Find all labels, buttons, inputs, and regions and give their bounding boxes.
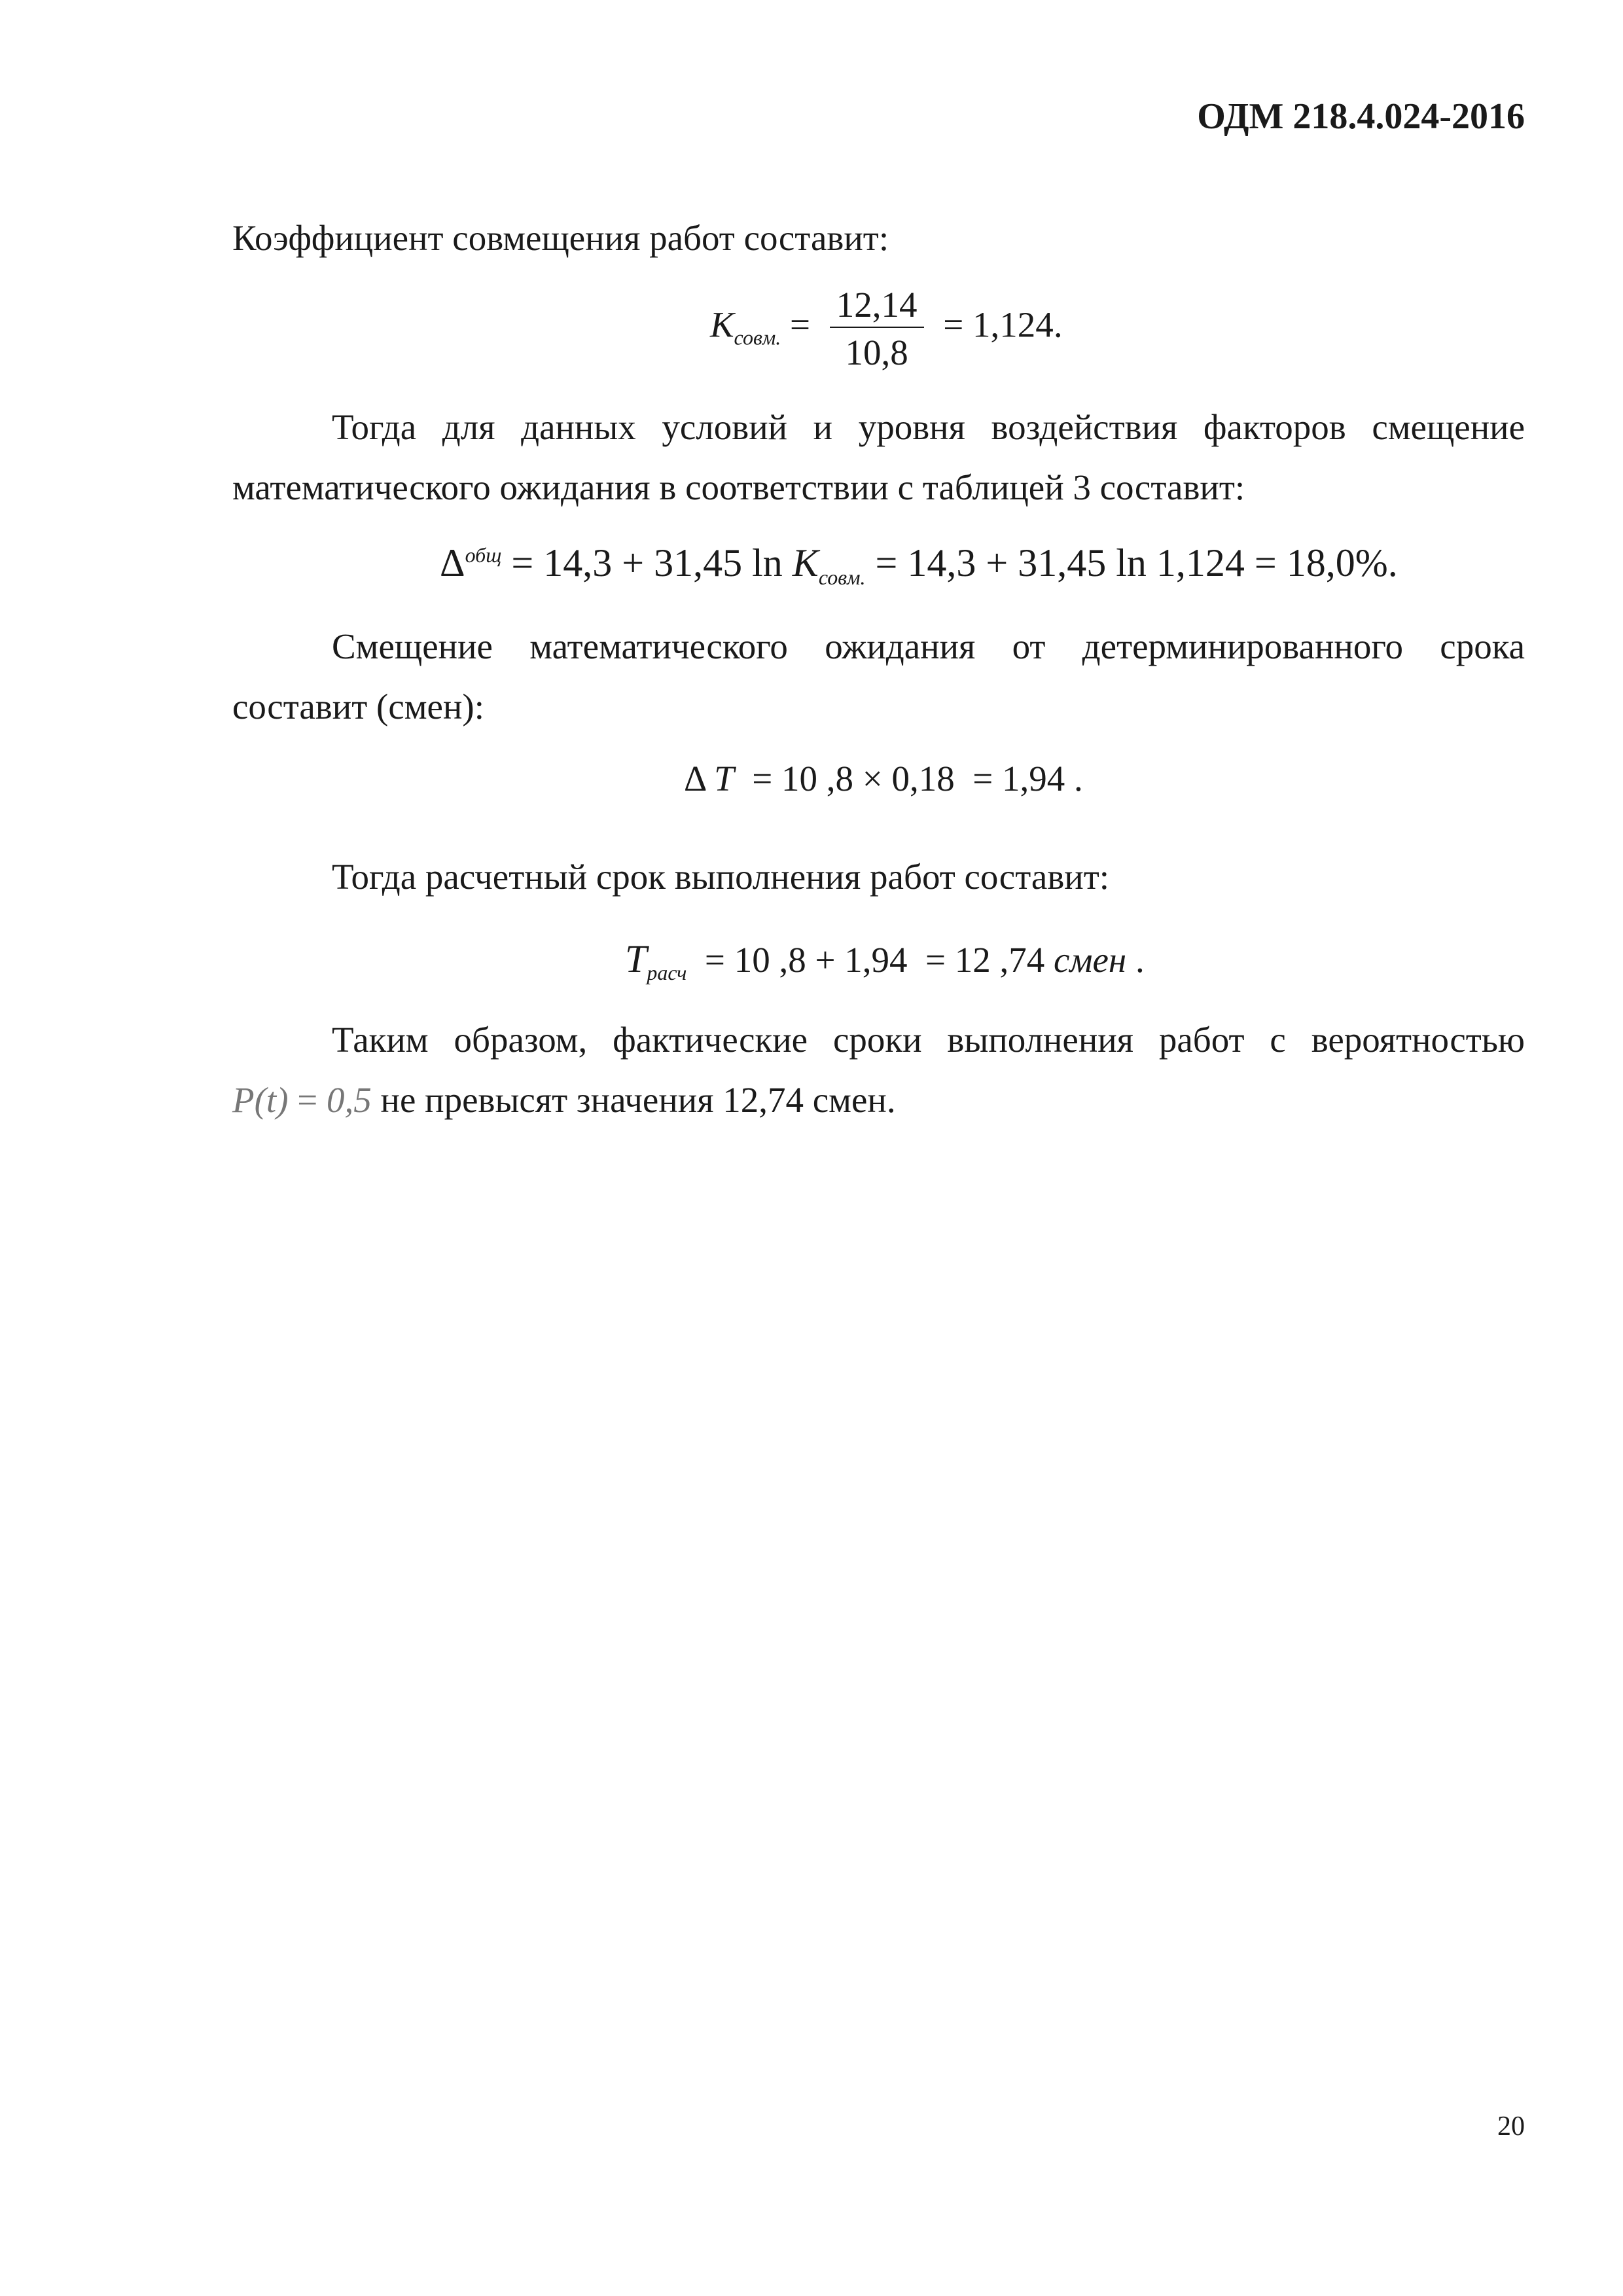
paragraph-conclusion bbox=[232, 1010, 1525, 1130]
formula-unit: смен bbox=[1053, 940, 1127, 980]
formula-part-b: = 14,3 + 31,45 ln 1,124 = 18,0%. bbox=[865, 541, 1398, 584]
paragraph-calc-term: Тогда расчетный срок выполнения работ составит: bbox=[332, 857, 1110, 897]
formula-k-subscript: совм. bbox=[734, 325, 781, 350]
paragraph-shift-conditions: Тогда для данных условий и уровня воздействия факторов смещение математического ожидания в соответствии с таблицей 3 составит: bbox=[232, 407, 1525, 507]
paragraph-coefficient-intro: Коэффициент совмещения работ составит: bbox=[232, 218, 889, 258]
fraction-numerator: 12,14 bbox=[830, 287, 924, 328]
delta-symbol: Δ bbox=[440, 541, 465, 584]
fraction-denominator: 10,8 bbox=[845, 332, 908, 372]
paragraph-line: составит (смен): bbox=[232, 687, 484, 726]
paragraph-line bbox=[232, 1070, 1525, 1130]
probability-equals: = bbox=[288, 1080, 327, 1120]
formula-k-symbol: K bbox=[792, 541, 819, 584]
document-code: ОДМ 218.4.024-2016 bbox=[1197, 96, 1525, 137]
page-number: 20 bbox=[1497, 2111, 1525, 2142]
paragraph-shift-deterministic bbox=[232, 617, 1525, 737]
formula-k-symbol: К bbox=[710, 304, 734, 345]
formula-result: = 1,124 bbox=[943, 304, 1054, 345]
formula-k-sovm: $К_{совм.}$ = $\frac{12,14}{10,8}$ = 1,124. bbox=[710, 285, 1063, 372]
formula-t-symbol: T bbox=[714, 759, 734, 798]
formula-delta-total bbox=[440, 543, 1398, 588]
conclusion-text: не превысят значения 12,74 смен. bbox=[371, 1080, 896, 1120]
paragraph-line: Таким образом, фактические сроки выполнения работ с вероятностью bbox=[332, 1020, 1525, 1060]
probability-symbol: P(t) bbox=[232, 1080, 289, 1120]
delta-superscript: общ bbox=[465, 543, 502, 567]
formula-t-subscript: расч bbox=[647, 961, 687, 984]
formula-t-calc: $T_{расч} = 10$ ,8 + 1,94 = 12 ,74 смен . bbox=[625, 937, 1145, 984]
formula-t-symbol: T bbox=[625, 937, 647, 980]
formula-result: = 10 ,8 + 1,94 = 12 ,74 bbox=[687, 940, 1054, 980]
formula-delta-t bbox=[684, 761, 1083, 797]
formula-equals: = bbox=[790, 304, 811, 345]
formula-result: = 10 ,8 × 0,18 = 1,94 . bbox=[734, 759, 1083, 798]
formula-k-subscript: совм. bbox=[818, 565, 866, 589]
probability-value: 0,5 bbox=[327, 1080, 372, 1120]
formula-fraction bbox=[830, 287, 924, 370]
formula-part-a: = 14,3 + 31,45 ln bbox=[501, 541, 793, 584]
paragraph-line: Смещение математического ожидания от детерминированного срока bbox=[332, 626, 1525, 666]
delta-symbol: Δ bbox=[684, 759, 705, 798]
